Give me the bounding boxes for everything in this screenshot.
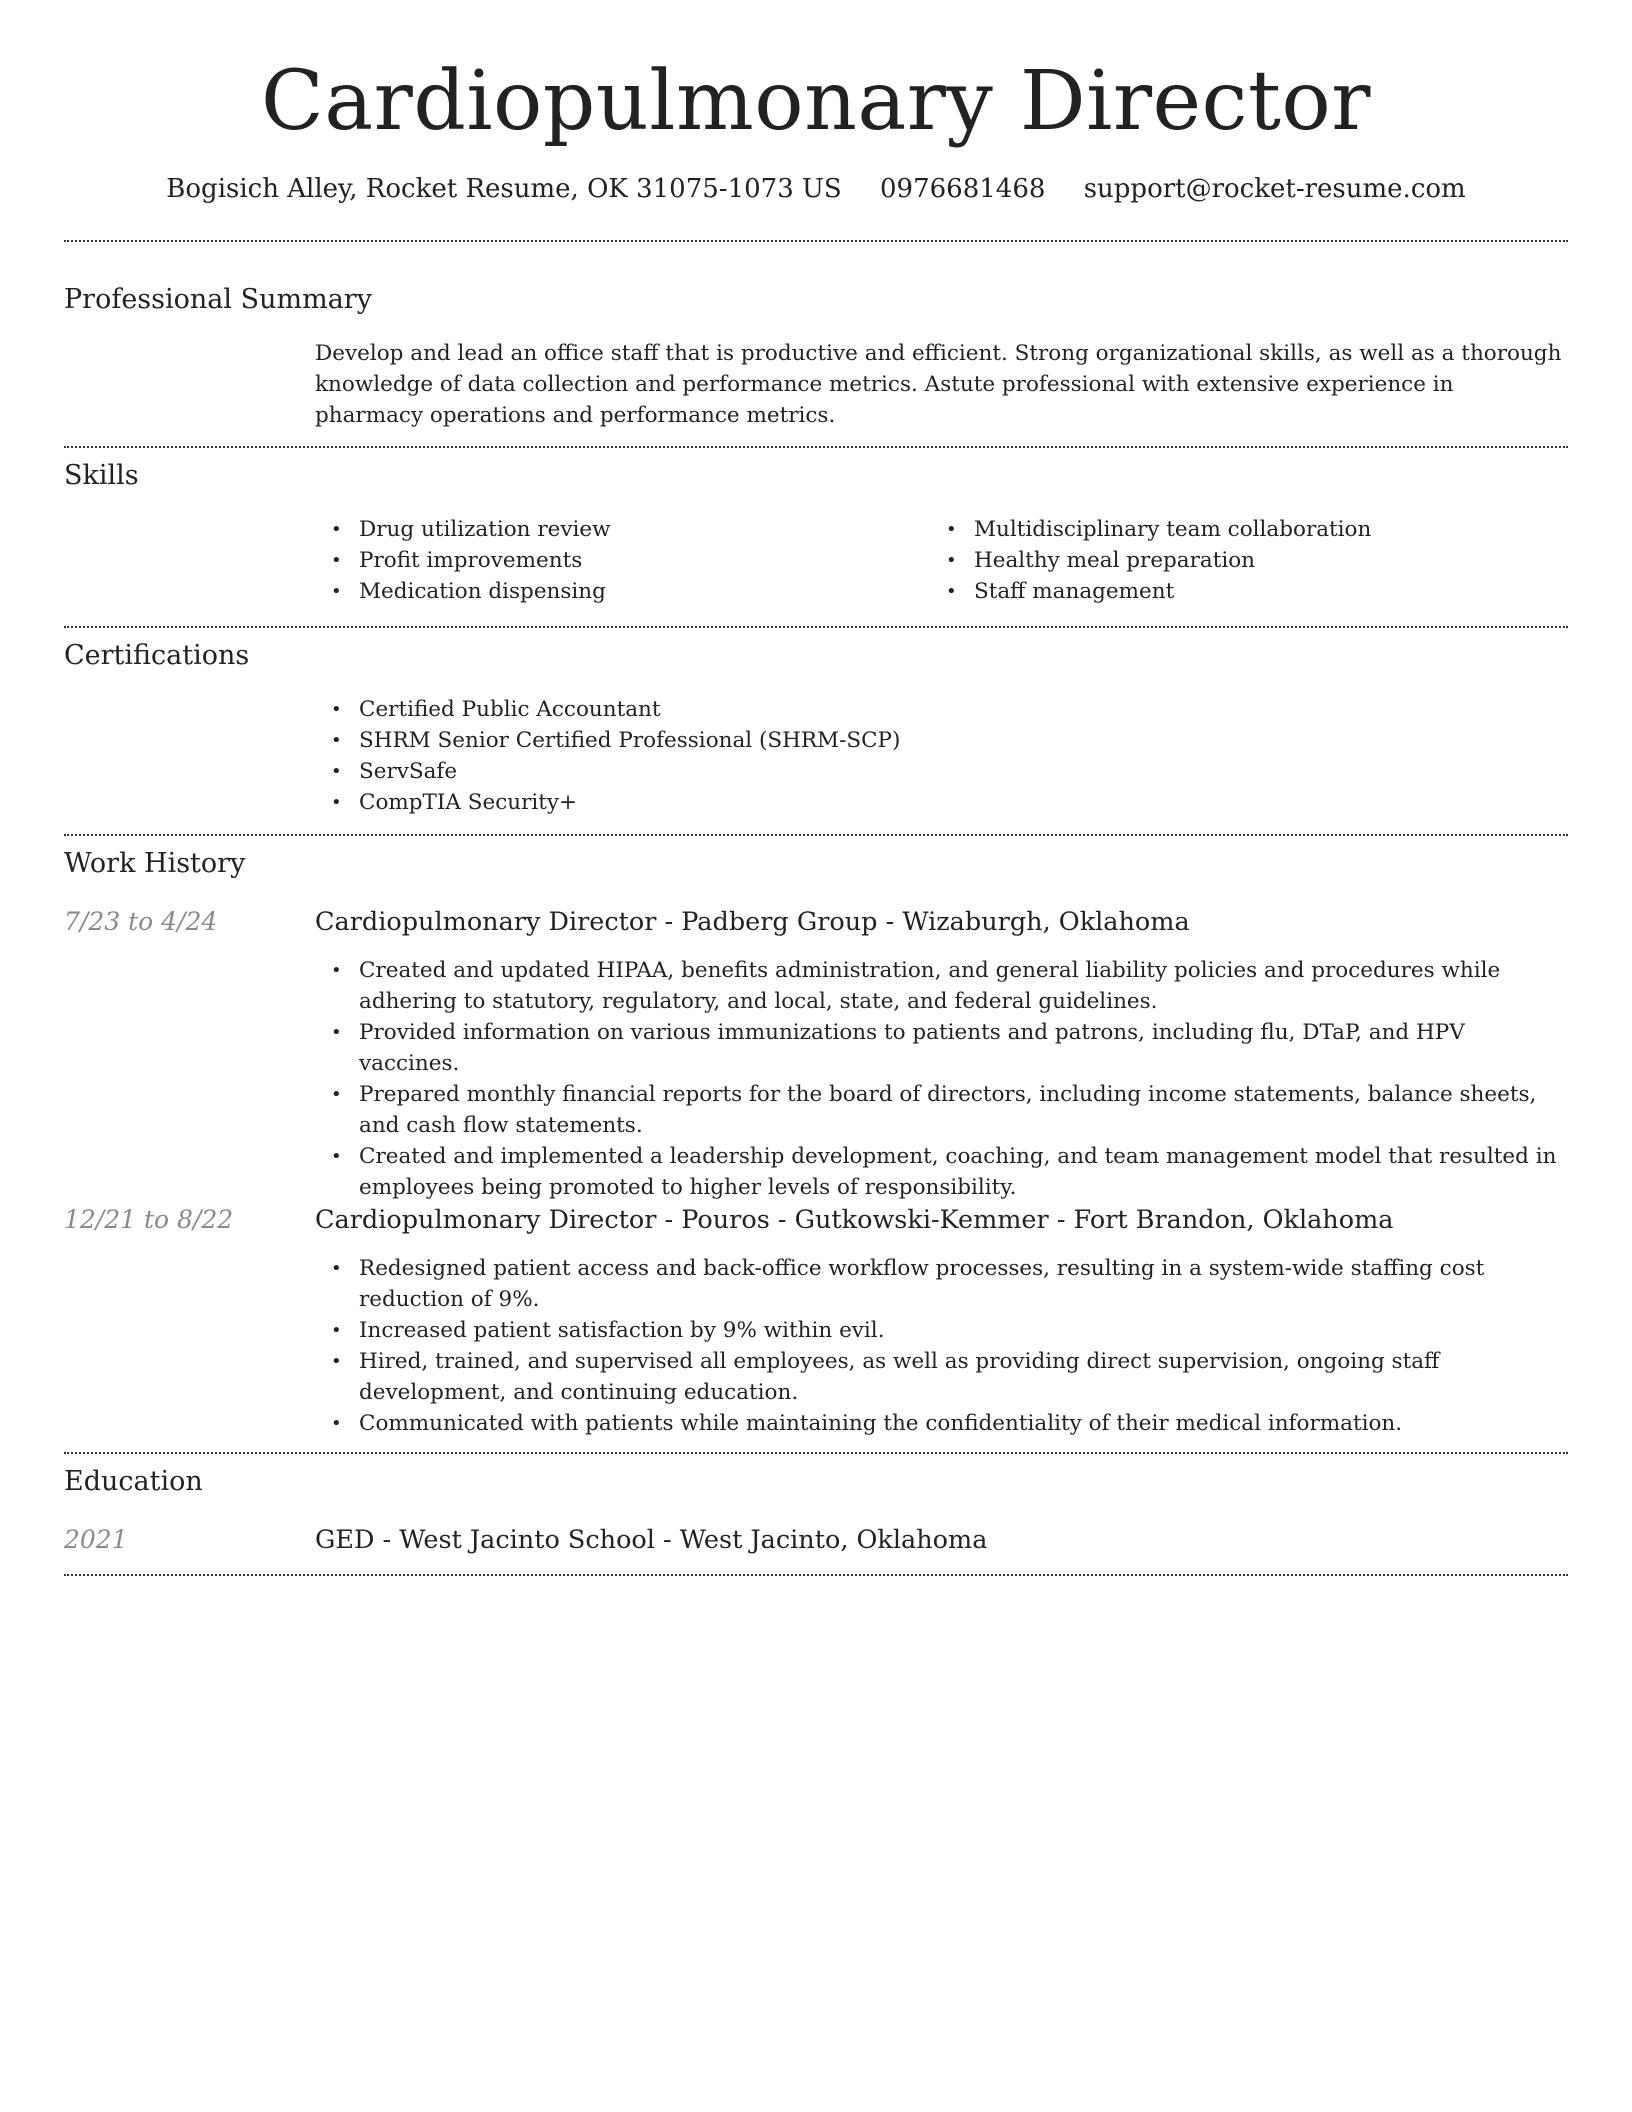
- job-bullets: [315, 1253, 1565, 1439]
- job-bullets: [315, 955, 1565, 1203]
- job-bullet: • Hired, trained, and supervised all employees, as well as providing direct supervision, ongoing staff development, and continuing education.: [315, 1346, 1565, 1408]
- job-dates: 7/23 to 4/24: [64, 907, 218, 936]
- section-title-education: Education: [64, 1466, 203, 1497]
- divider: [64, 1452, 1568, 1454]
- divider: [64, 834, 1568, 836]
- job-bullet: • Prepared monthly financial reports for the board of directors, including income statements, balance sheets, and cash flow statements.: [315, 1079, 1565, 1141]
- skills-list-left: [315, 514, 915, 607]
- section-title-work-history: Work History: [64, 848, 246, 879]
- candidate-name: Cardiopulmonary Director: [261, 54, 1371, 149]
- job-bullet: • Provided information on various immunizations to patients and patrons, including flu, DTaP, and HPV vaccines.: [315, 1017, 1565, 1079]
- education-date: 2021: [64, 1525, 128, 1554]
- job-bullet: • Created and updated HIPAA, benefits administration, and general liability policies and procedures while adhering to statutory, regulatory, and local, state, and federal guidelines.: [315, 955, 1565, 1017]
- certification-item: • SHRM Senior Certified Professional (SHRM-SCP): [315, 725, 1565, 756]
- certification-item: • Certified Public Accountant: [315, 694, 1565, 725]
- contact-line: [0, 170, 1632, 208]
- skills-list-right: [930, 514, 1560, 607]
- job-heading: Cardiopulmonary Director - Pouros - Gutkowski-Kemmer - Fort Brandon, Oklahoma: [315, 1205, 1394, 1235]
- summary-text: Develop and lead an office staff that is productive and efficient. Strong organizational skills, as well as a thorough knowledge of data collection and performance metrics. Astute professional with extensive experience in pharmacy operations and performance metrics.: [315, 341, 1562, 428]
- email: support@rocket-resume.com: [1083, 174, 1466, 204]
- skill-item: • Staff management: [930, 576, 1560, 607]
- job-dates: 12/21 to 8/22: [64, 1205, 234, 1234]
- job-bullet: • Created and implemented a leadership development, coaching, and team management model that resulted in employees being promoted to higher levels of responsibility.: [315, 1141, 1565, 1203]
- section-title-certifications: Certifications: [64, 640, 250, 671]
- divider: [64, 626, 1568, 628]
- skill-item: • Medication dispensing: [315, 576, 915, 607]
- certification-item: • CompTIA Security+: [315, 787, 1565, 818]
- divider: [64, 1574, 1568, 1576]
- section-title-skills: Skills: [64, 460, 139, 491]
- skill-item: • Multidisciplinary team collaboration: [930, 514, 1560, 545]
- divider: [64, 240, 1568, 242]
- skill-item: • Drug utilization review: [315, 514, 915, 545]
- job-bullet: • Communicated with patients while maintaining the confidentiality of their medical information.: [315, 1408, 1565, 1439]
- job-bullet: • Redesigned patient access and back-office workflow processes, resulting in a system-wide staffing cost reduction of 9%.: [315, 1253, 1565, 1315]
- certifications-list: [315, 694, 1565, 818]
- divider: [64, 446, 1568, 448]
- phone: 0976681468: [880, 174, 1046, 204]
- certification-item: • ServSafe: [315, 756, 1565, 787]
- section-title-summary: Professional Summary: [64, 284, 372, 315]
- education-heading: GED - West Jacinto School - West Jacinto, Oklahoma: [315, 1525, 988, 1555]
- address: Bogisich Alley, Rocket Resume, OK 31075-1073 US: [166, 174, 842, 204]
- skill-item: • Healthy meal preparation: [930, 545, 1560, 576]
- job-bullet: • Increased patient satisfaction by 9% within evil.: [315, 1315, 1565, 1346]
- job-heading: Cardiopulmonary Director - Padberg Group - Wizaburgh, Oklahoma: [315, 907, 1190, 937]
- skill-item: • Profit improvements: [315, 545, 915, 576]
